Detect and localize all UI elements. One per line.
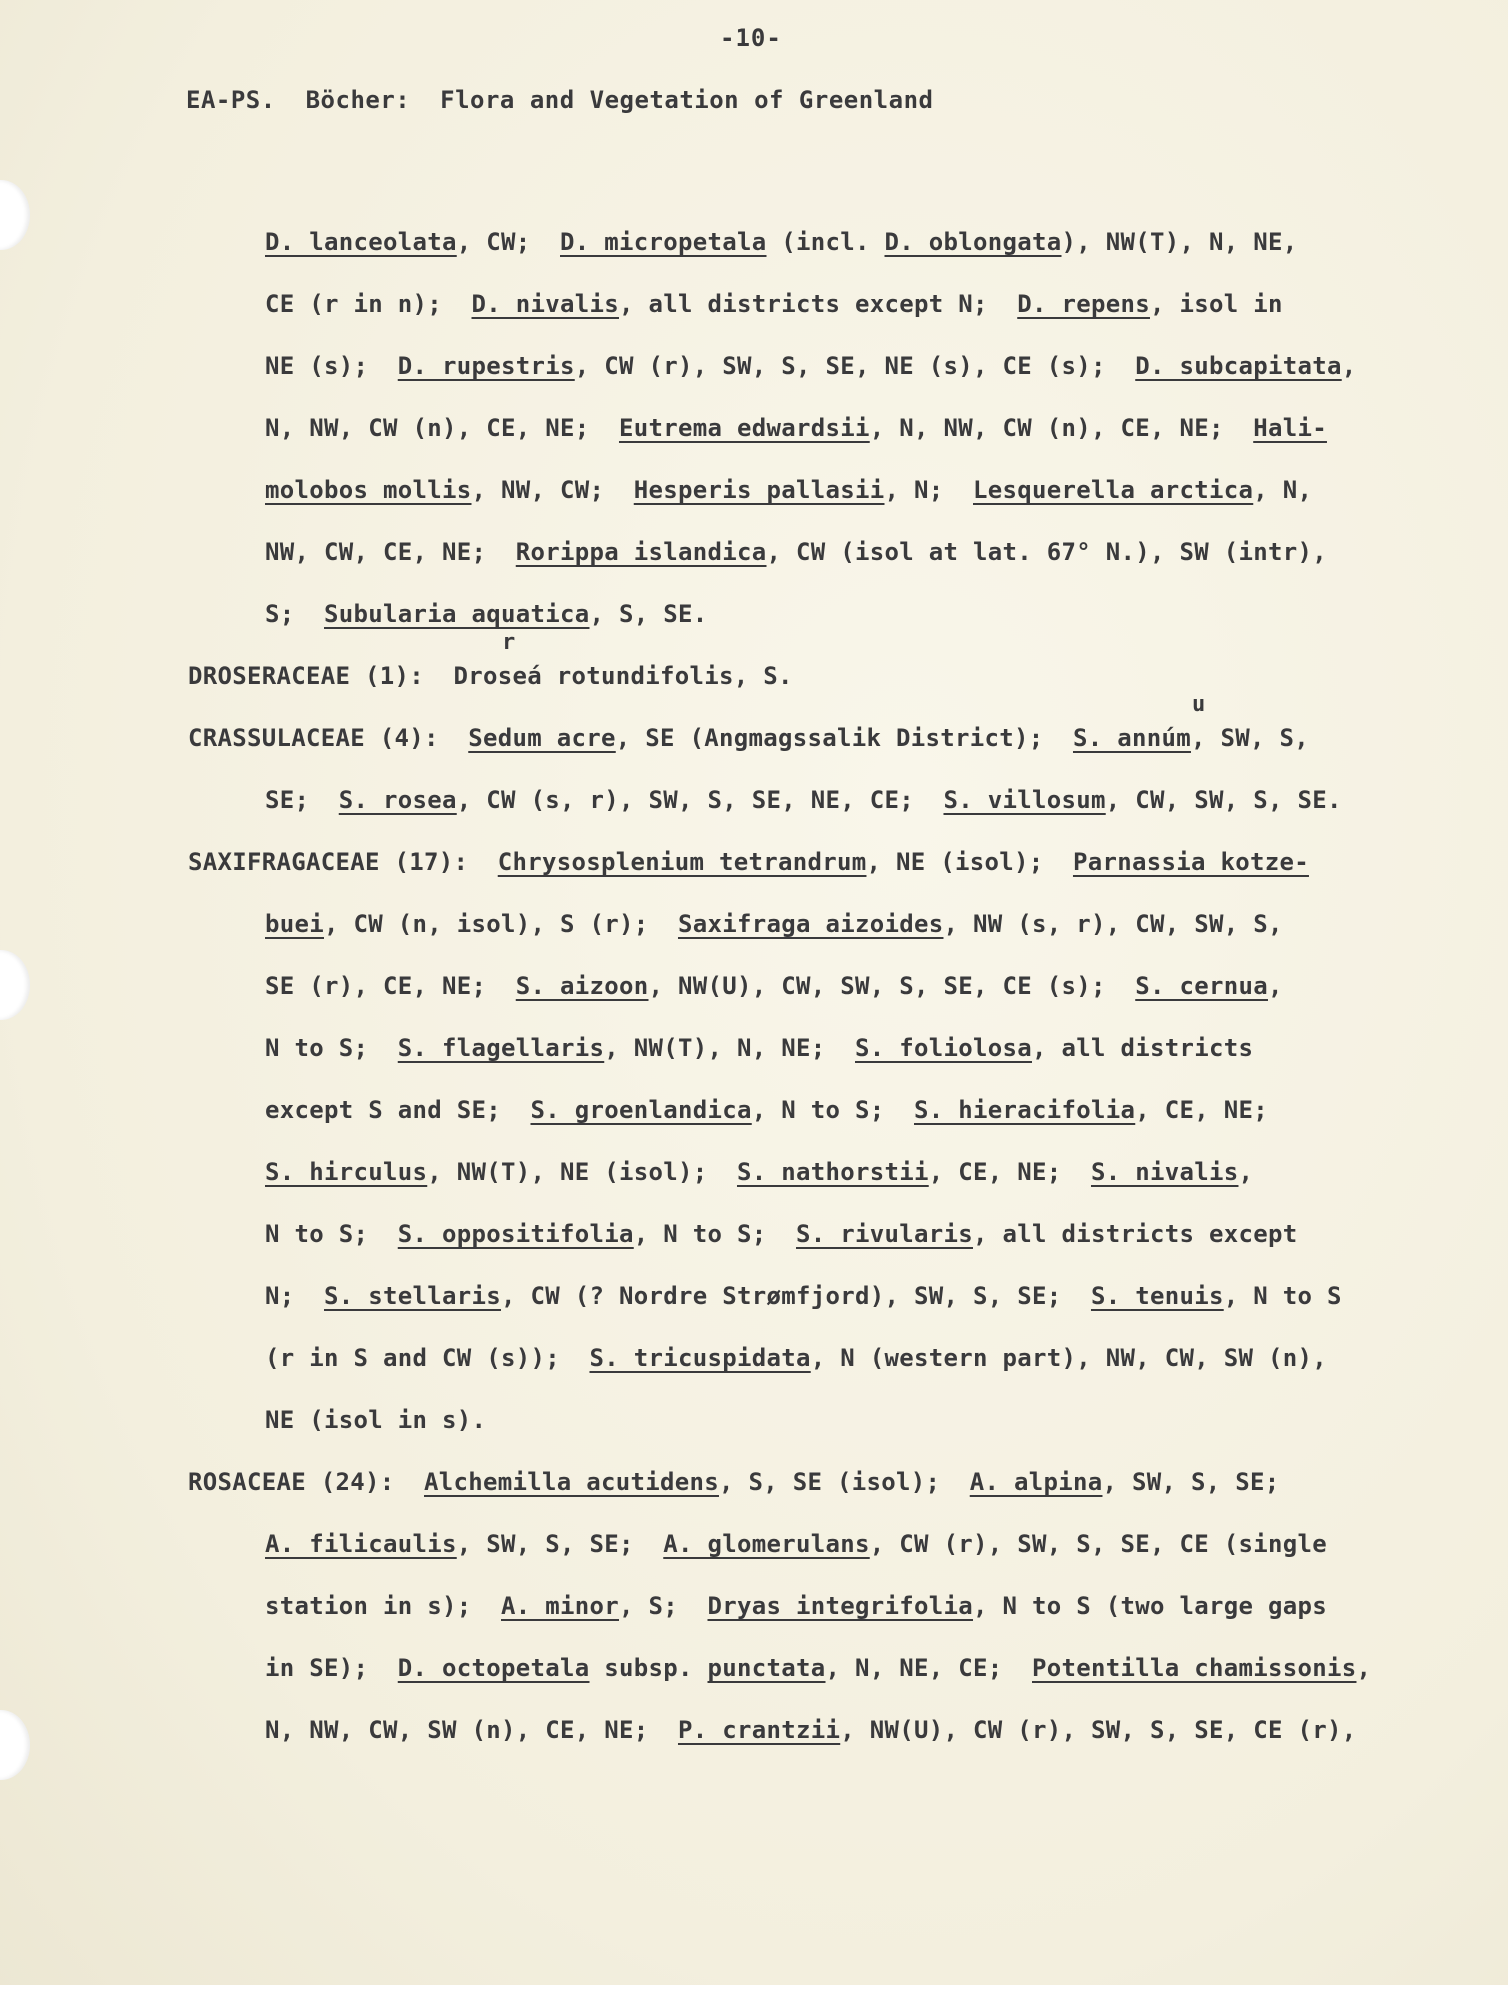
line-text: , CW (n, isol), S (r); bbox=[324, 910, 678, 938]
underlined-taxon: D. octopetala bbox=[397, 1654, 590, 1682]
line-text: , N, NW, CW (n), CE, NE; bbox=[869, 414, 1254, 442]
text-line bbox=[265, 352, 1356, 380]
line-text: N, NW, CW (n), CE, NE; bbox=[265, 414, 619, 442]
text-line bbox=[265, 1344, 1327, 1372]
line-text: , isol in bbox=[1149, 290, 1283, 318]
underlined-taxon: punctata bbox=[707, 1654, 826, 1682]
underlined-taxon: S. foliolosa bbox=[855, 1034, 1032, 1062]
line-text: , S, SE. bbox=[589, 600, 708, 628]
line-text: (incl. bbox=[766, 228, 885, 256]
line-text: in SE); bbox=[265, 1654, 398, 1682]
text-line bbox=[265, 1716, 1356, 1744]
underlined-taxon: Hali- bbox=[1253, 414, 1327, 442]
line-text: , bbox=[1341, 352, 1357, 380]
underlined-taxon: S. rosea bbox=[338, 786, 457, 814]
text-line bbox=[265, 1096, 1268, 1124]
underlined-taxon: S. aizoon bbox=[515, 972, 649, 1000]
text-line bbox=[265, 786, 1342, 814]
line-text: DROSERACEAE (1): Droseá rotundifolis, S. bbox=[188, 662, 793, 690]
underlined-taxon: Lesquerella arctica bbox=[973, 476, 1254, 504]
line-text: , CW (s, r), SW, S, SE, NE, CE; bbox=[456, 786, 944, 814]
line-text: , N; bbox=[884, 476, 973, 504]
text-line bbox=[265, 1220, 1297, 1248]
text-line bbox=[265, 1158, 1253, 1186]
underlined-taxon: Chrysosplenium tetrandrum bbox=[497, 848, 867, 876]
text-line bbox=[265, 414, 1327, 442]
text-line bbox=[265, 910, 1283, 938]
underlined-taxon: Dryas integrifolia bbox=[707, 1592, 973, 1620]
page-heading: EA-PS. Böcher: Flora and Vegetation of Greenland bbox=[186, 86, 934, 114]
line-text: , NW (s, r), CW, SW, S, bbox=[943, 910, 1283, 938]
text-line bbox=[265, 1654, 1371, 1682]
underlined-taxon: D. oblongata bbox=[884, 228, 1062, 256]
line-text: SE; bbox=[265, 786, 339, 814]
underlined-taxon: S. rivularis bbox=[796, 1220, 973, 1248]
underlined-taxon: S. oppositifolia bbox=[397, 1220, 634, 1248]
line-text: , NW(T), N, NE; bbox=[604, 1034, 855, 1062]
underlined-taxon: S. annúm bbox=[1072, 724, 1191, 752]
underlined-taxon: S. cernua bbox=[1135, 972, 1268, 1000]
line-text: , CW (? Nordre Strømfjord), SW, S, SE; bbox=[501, 1282, 1091, 1310]
correction-mark-drosera: r bbox=[502, 630, 516, 655]
line-text: , NE (isol); bbox=[866, 848, 1073, 876]
line-text: N; bbox=[265, 1282, 324, 1310]
line-text: , N to S bbox=[1223, 1282, 1342, 1310]
scan-edge bbox=[0, 1985, 1508, 2000]
text-line bbox=[265, 290, 1283, 318]
line-text: SAXIFRAGACEAE (17): bbox=[188, 848, 498, 876]
text-line bbox=[188, 724, 1309, 752]
line-text: N to S; bbox=[265, 1220, 398, 1248]
line-text: CRASSULACEAE (4): bbox=[188, 724, 469, 752]
text-line bbox=[188, 1468, 1279, 1496]
underlined-taxon: molobos mollis bbox=[265, 476, 472, 504]
underlined-taxon: D. rupestris bbox=[397, 352, 575, 380]
underlined-taxon: D. lanceolata bbox=[265, 228, 457, 256]
text-line bbox=[265, 1406, 486, 1434]
line-text: , all districts except N; bbox=[619, 290, 1018, 318]
text-line bbox=[265, 1530, 1327, 1558]
underlined-taxon: buei bbox=[265, 910, 324, 938]
line-text: subsp. bbox=[589, 1654, 708, 1682]
text-line bbox=[265, 476, 1312, 504]
line-text: , N, bbox=[1253, 476, 1313, 504]
line-text: , NW, CW; bbox=[471, 476, 634, 504]
correction-mark-annuum: u bbox=[1192, 692, 1206, 717]
line-text: , all districts except bbox=[973, 1220, 1298, 1248]
line-text: , SW, S, bbox=[1190, 724, 1309, 752]
line-text: , CW; bbox=[456, 228, 560, 256]
line-text: , all districts bbox=[1032, 1034, 1254, 1062]
underlined-taxon: Eutrema edwardsii bbox=[618, 414, 870, 442]
text-line bbox=[265, 600, 708, 628]
punch-hole-middle bbox=[0, 950, 30, 1020]
line-text: , CE, NE; bbox=[1135, 1096, 1268, 1124]
line-text: , SW, S, SE; bbox=[1102, 1468, 1280, 1496]
line-text: S; bbox=[265, 600, 324, 628]
underlined-taxon: S. hieracifolia bbox=[914, 1096, 1136, 1124]
underlined-taxon: A. glomerulans bbox=[663, 1530, 870, 1558]
line-text: , NW(U), CW (r), SW, S, SE, CE (r), bbox=[840, 1716, 1357, 1744]
line-text: , N to S; bbox=[633, 1220, 796, 1248]
underlined-taxon: Rorippa islandica bbox=[515, 538, 767, 566]
underlined-taxon: Parnassia kotze- bbox=[1072, 848, 1309, 876]
line-text: NE (isol in s). bbox=[265, 1406, 487, 1434]
underlined-taxon: A. minor bbox=[501, 1592, 619, 1620]
text-line bbox=[265, 1592, 1327, 1620]
line-text: , bbox=[1356, 1654, 1372, 1682]
underlined-taxon: Saxifraga aizoides bbox=[677, 910, 944, 938]
line-text: , bbox=[1238, 1158, 1254, 1186]
line-text: N, NW, CW, SW (n), CE, NE; bbox=[265, 1716, 678, 1744]
underlined-taxon: S. tenuis bbox=[1090, 1282, 1224, 1310]
underlined-taxon: A. alpina bbox=[969, 1468, 1103, 1496]
text-line bbox=[188, 848, 1309, 876]
underlined-taxon: S. stellaris bbox=[324, 1282, 501, 1310]
underlined-taxon: S. flagellaris bbox=[397, 1034, 605, 1062]
punch-hole-top bbox=[0, 180, 30, 250]
line-text: , CW (isol at lat. 67° N.), SW (intr), bbox=[766, 538, 1327, 566]
underlined-taxon: A. filicaulis bbox=[265, 1530, 457, 1558]
line-text: , NW(U), CW, SW, S, SE, CE (s); bbox=[648, 972, 1136, 1000]
text-line bbox=[265, 972, 1283, 1000]
underlined-taxon: S. villosum bbox=[943, 786, 1106, 814]
underlined-taxon: Alchemilla acutidens bbox=[424, 1468, 719, 1496]
punch-hole-bottom bbox=[0, 1710, 30, 1780]
line-text: , NW(T), NE (isol); bbox=[427, 1158, 737, 1186]
underlined-taxon: Subularia aquatica bbox=[324, 600, 590, 628]
underlined-taxon: P. crantzii bbox=[677, 1716, 841, 1744]
line-text: ), NW(T), N, NE, bbox=[1061, 228, 1298, 256]
line-text: NW, CW, CE, NE; bbox=[265, 538, 516, 566]
text-line bbox=[265, 538, 1327, 566]
underlined-taxon: D. nivalis bbox=[471, 290, 619, 318]
line-text: station in s); bbox=[265, 1592, 501, 1620]
underlined-taxon: D. repens bbox=[1017, 290, 1150, 318]
underlined-taxon: D. micropetala bbox=[560, 228, 767, 256]
line-text: , CW (r), SW, S, SE, NE (s), CE (s); bbox=[574, 352, 1136, 380]
line-text: NE (s); bbox=[265, 352, 398, 380]
line-text: (r in S and CW (s)); bbox=[265, 1344, 590, 1372]
line-text: , N, NE, CE; bbox=[825, 1654, 1032, 1682]
line-text: , bbox=[1267, 972, 1283, 1000]
underlined-taxon: S. tricuspidata bbox=[589, 1344, 811, 1372]
line-text: , CW, SW, S, SE. bbox=[1105, 786, 1342, 814]
line-text: , N to S (two large gaps bbox=[973, 1592, 1327, 1620]
line-text: N to S; bbox=[265, 1034, 398, 1062]
line-text: , N (western part), NW, CW, SW (n), bbox=[810, 1344, 1327, 1372]
line-text: , S, SE (isol); bbox=[718, 1468, 970, 1496]
line-text: , S; bbox=[619, 1592, 708, 1620]
text-line bbox=[265, 1282, 1342, 1310]
underlined-taxon: S. hirculus bbox=[265, 1158, 428, 1186]
underlined-taxon: D. subcapitata bbox=[1135, 352, 1342, 380]
line-text: , SW, S, SE; bbox=[456, 1530, 664, 1558]
text-line bbox=[265, 228, 1298, 256]
line-text: ROSACEAE (24): bbox=[188, 1468, 424, 1496]
underlined-taxon: Sedum acre bbox=[468, 724, 616, 752]
line-text: , CW (r), SW, S, SE, CE (single bbox=[869, 1530, 1327, 1558]
underlined-taxon: Potentilla chamissonis bbox=[1032, 1654, 1357, 1682]
page-number: -10- bbox=[720, 24, 782, 52]
underlined-taxon: S. groenlandica bbox=[530, 1096, 752, 1124]
text-line bbox=[265, 1034, 1253, 1062]
line-text: , CE, NE; bbox=[928, 1158, 1091, 1186]
underlined-taxon: Hesperis pallasii bbox=[633, 476, 885, 504]
line-text: , N to S; bbox=[751, 1096, 914, 1124]
line-text: SE (r), CE, NE; bbox=[265, 972, 516, 1000]
text-line bbox=[188, 662, 793, 690]
underlined-taxon: S. nathorstii bbox=[736, 1158, 929, 1186]
underlined-taxon: S. nivalis bbox=[1090, 1158, 1239, 1186]
line-text: except S and SE; bbox=[265, 1096, 531, 1124]
line-text: , SE (Angmagssalik District); bbox=[615, 724, 1073, 752]
line-text: CE (r in n); bbox=[265, 290, 472, 318]
